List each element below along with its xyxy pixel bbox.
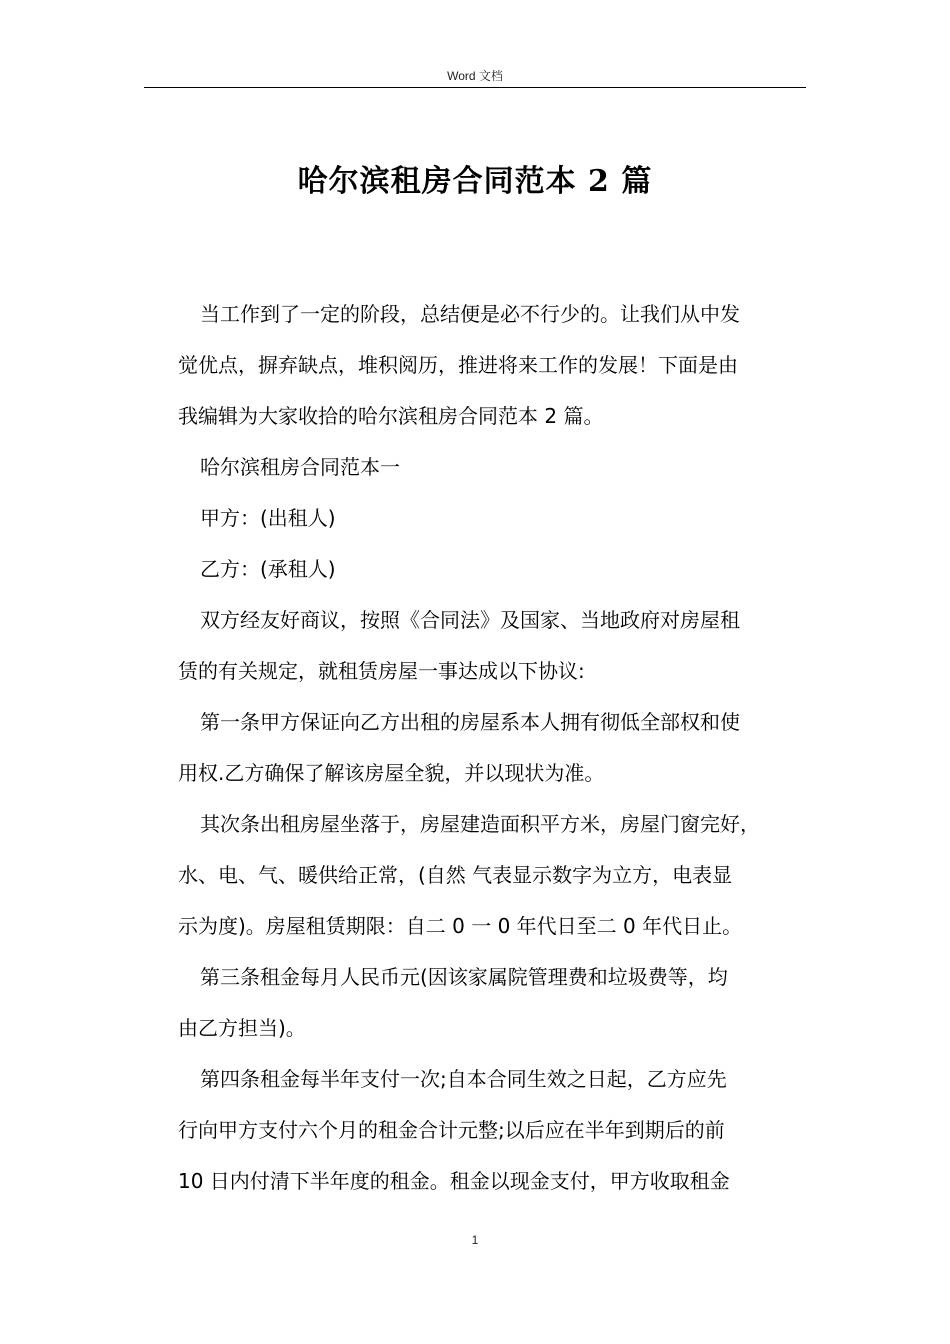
text-line: 乙方：(承租人) [200, 557, 336, 581]
text-line: 我编辑为大家收拾的哈尔滨租房合同范本 2 篇。 [178, 404, 604, 428]
header-divider [144, 87, 806, 88]
paragraph-article-2 [178, 799, 760, 952]
text-line: 用权.乙方确保了解该房屋全貌，并以现状为准。 [178, 761, 605, 785]
text-line: 哈尔滨租房合同范本一 [200, 455, 400, 479]
text-line: 第三条租金每月人民币元(因该家属院管理费和垃圾费等，均 [200, 965, 728, 989]
paragraph-section-heading [178, 442, 400, 493]
text-line: 行向甲方支付六个月的租金合计元整;以后应在半年到期后的前 [178, 1118, 725, 1142]
paragraph-party-a [178, 493, 336, 544]
text-line: 甲方：(出租人) [200, 506, 336, 530]
paragraph-article-1 [178, 697, 740, 799]
text-line: 示为度)。房屋租赁期限：自二 0 一 0 年代日至二 0 年代日止。 [178, 914, 743, 938]
text-line: 10 日内付清下半年度的租金。租金以现金支付，甲方收取租金 [178, 1169, 730, 1193]
paragraph-article-4 [178, 1054, 730, 1207]
text-line: 由乙方担当)。 [178, 1016, 306, 1040]
text-line: 水、电、气、暖供给正常，(自然 气表显示数字为立方，电表显 [178, 863, 733, 887]
text-line: 第一条甲方保证向乙方出租的房屋系本人拥有彻低全部权和使 [200, 710, 740, 734]
paragraph-party-b [178, 544, 336, 595]
paragraph-intro [178, 289, 740, 442]
text-line: 赁的有关规定，就租赁房屋一事达成以下协议: [178, 659, 585, 683]
text-line: 当工作到了一定的阶段，总结便是必不行少的。让我们从中发 [200, 302, 740, 326]
page-number: 1 [471, 1233, 479, 1247]
text-line: 第四条租金每半年支付一次;自本合同生效之日起，乙方应先 [200, 1067, 727, 1091]
document-title: 哈尔滨租房合同范本 2 篇 [297, 164, 653, 199]
text-line: 其次条出租房屋坐落于，房屋建造面积平方米，房屋门窗完好， [200, 812, 760, 836]
paragraph-article-3 [178, 952, 728, 1054]
paragraph-agreement [178, 595, 740, 697]
text-line: 觉优点，摒弃缺点，堆积阅历，推进将来工作的发展！下面是由 [178, 353, 738, 377]
header-label: Word 文档 [447, 69, 503, 83]
text-line: 双方经友好商议，按照《合同法》及国家、当地政府对房屋租 [200, 608, 740, 632]
